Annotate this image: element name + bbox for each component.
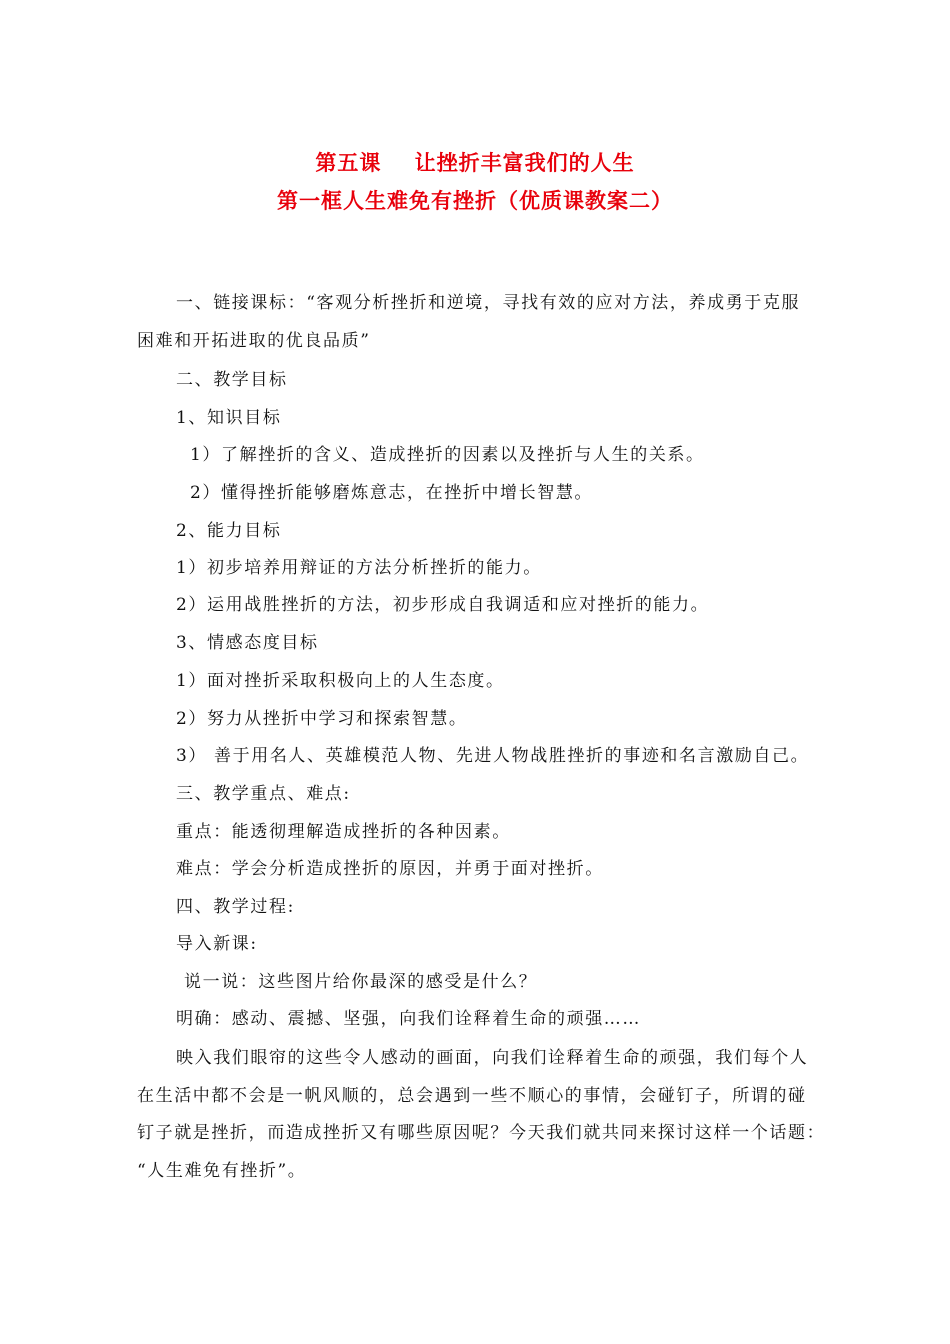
subheading-introduction: 导入新课: <box>176 934 258 954</box>
knowledge-goal-1: 1）了解挫折的含义、造成挫折的因素以及挫折与人生的关系。 <box>190 445 705 465</box>
intro-paragraph-line-2: 在生活中都不会是一帆风顺的，总会遇到一些不顺心的事情，会碰钉子，所谓的碰 <box>137 1086 807 1106</box>
ability-goal-1: 1）初步培养用辩证的方法分析挫折的能力。 <box>176 558 542 578</box>
subheading-knowledge-goals: 1、知识目标 <box>176 408 282 428</box>
attitude-goal-3: 3） 善于用名人、英雄模范人物、先进人物战胜挫折的事迹和名言激励自己。 <box>176 746 810 766</box>
section-title: 第一框人生难免有挫折（优质课教案二） <box>277 188 673 213</box>
subheading-ability-goals: 2、能力目标 <box>176 521 282 541</box>
ability-goal-2: 2）运用战胜挫折的方法，初步形成自我调适和应对挫折的能力。 <box>176 595 710 615</box>
intro-paragraph-line-1: 映入我们眼帘的这些令人感动的画面，向我们诠释着生命的顽强，我们每个人 <box>176 1048 809 1068</box>
discussion-prompt: 说一说：这些图片给你最深的感受是什么？ <box>184 972 538 992</box>
knowledge-goal-2: 2）懂得挫折能够磨炼意志，在挫折中增长智慧。 <box>190 483 594 503</box>
subheading-attitude-goals: 3、情感态度目标 <box>176 633 319 653</box>
attitude-goal-1: 1）面对挫折采取积极向上的人生态度。 <box>176 671 505 691</box>
intro-paragraph-line-4: “人生难免有挫折”。 <box>137 1161 307 1181</box>
difficult-point: 难点：学会分析造成挫折的原因，并勇于面对挫折。 <box>176 859 604 879</box>
attitude-goal-2: 2）努力从挫折中学习和探索智慧。 <box>176 709 468 729</box>
heading-teaching-goals: 二、教学目标 <box>176 370 288 390</box>
heading-key-points: 三、教学重点、难点: <box>176 784 351 804</box>
curriculum-link-continued: 困难和开拓进取的优良品质” <box>137 331 371 351</box>
intro-paragraph-line-3: 钉子就是挫折，而造成挫折又有哪些原因呢？今天我们就共同来探讨这样一个话题： <box>137 1123 826 1143</box>
lesson-title: 第五课 让挫折丰富我们的人生 <box>315 150 635 175</box>
heading-teaching-process: 四、教学过程: <box>176 897 295 917</box>
key-point: 重点：能透彻理解造成挫折的各种因素。 <box>176 822 511 842</box>
clarification: 明确：感动、震撼、坚强，向我们诠释着生命的顽强…… <box>176 1009 641 1029</box>
curriculum-link-line: 一、链接课标：“客观分析挫折和逆境，寻找有效的应对方法，养成勇于克服 <box>176 293 801 313</box>
